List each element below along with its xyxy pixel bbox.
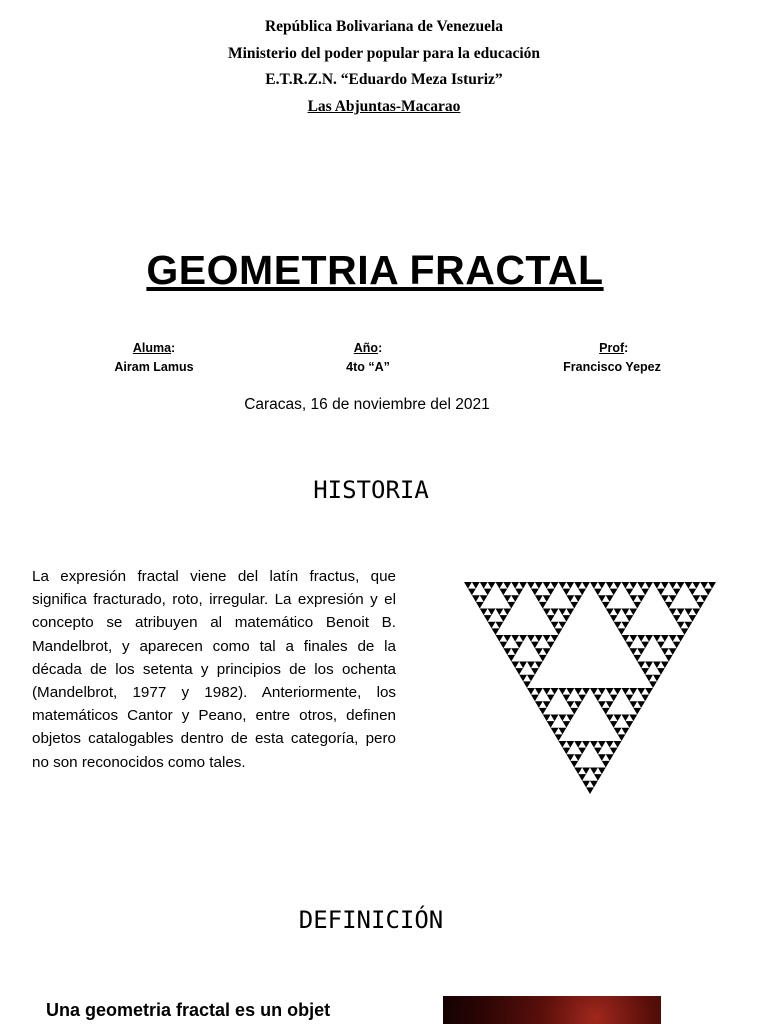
header-ministry: Ministerio del poder popular para la educación	[227, 44, 541, 62]
school-header	[0, 14, 768, 120]
alumna-label: Aluma	[132, 341, 172, 355]
info-prof: Prof: Francisco Yepez	[537, 339, 687, 377]
prof-label: Prof	[599, 341, 625, 355]
definicion-text: Una geometria fractal es un objet	[46, 1000, 331, 1020]
definicion-heading: DEFINICIÓN	[298, 906, 444, 934]
date-line: Caracas, 16 de noviembre del 2021	[244, 396, 490, 413]
document-title: GEOMETRIA FRACTAL	[146, 247, 604, 293]
info-anio: Año: 4to “A”	[293, 339, 443, 377]
sierpinski-triangle-icon	[462, 580, 718, 796]
anio-value: 4to “A”	[346, 360, 390, 374]
historia-paragraph: La expresión fractal viene del latín fractus, que significa fracturado, roto, irregular. La expresión y el concepto se atribuyen al matemático Benoit B. Mandelbrot, y aparecen como tal a finales de la década de los setenta y principios de los ochenta (Mandelbrot, 1977 y 1982). Anteriormente, los matemáticos Cantor y Peano, entre otros, definen objetos catalogables dentro de esta categoría, pero no son reconocidos como tales.	[32, 568, 396, 771]
alumna-value: Airam Lamus	[114, 360, 194, 374]
header-school: E.T.R.Z.N. “Eduardo Meza Isturiz”	[265, 71, 503, 88]
header-republic: República Bolivariana de Venezuela	[264, 18, 504, 35]
anio-label: Año	[353, 341, 379, 355]
header-location: Las Abjuntas-Macarao	[307, 97, 461, 115]
fractal-image	[443, 996, 661, 1024]
historia-heading: HISTORIA	[313, 476, 429, 504]
info-alumna: Aluma: Airam Lamus	[79, 339, 229, 377]
prof-value: Francisco Yepez	[563, 360, 661, 374]
